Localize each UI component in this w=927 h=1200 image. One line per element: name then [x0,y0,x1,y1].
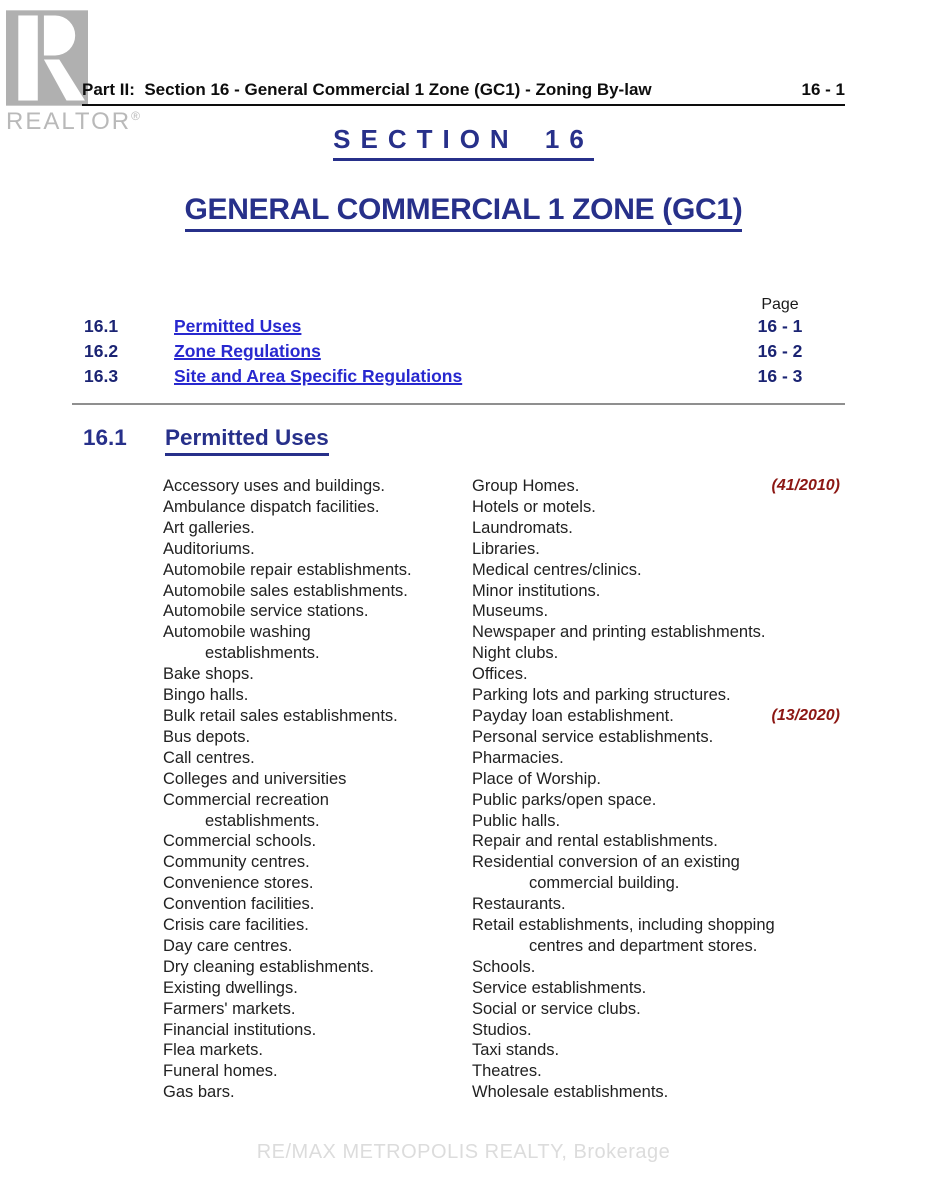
use-item [472,894,845,915]
toc-row [84,341,815,366]
use-item [163,727,472,748]
use-item [163,999,472,1020]
use-item [163,706,472,727]
use-item [163,1061,472,1082]
use-item [163,957,472,978]
toc-section-number: 16.2 [84,341,119,361]
toc-rows [84,316,815,391]
use-item-text: Commercial recreation [163,790,329,809]
use-item-text: Bulk retail sales establishments. [163,706,398,725]
use-item [163,1040,472,1061]
section-title-wrap [0,124,927,161]
use-item-text: Bingo halls. [163,686,249,705]
use-item [472,518,845,539]
use-item-text: Social or service clubs. [472,999,641,1018]
use-item-text: Hotels or motels. [472,497,596,516]
toc-row [84,366,815,391]
use-item [163,978,472,999]
use-item-text: establishments. [205,644,320,663]
use-item [472,685,845,706]
amendment-ref: (41/2010) [771,477,840,494]
use-item [472,811,845,832]
use-item [472,1020,845,1041]
use-item-text: Gas bars. [163,1083,235,1102]
use-item-text: Call centres. [163,748,255,767]
use-item [472,581,845,602]
use-item-text: Funeral homes. [163,1062,278,1081]
permitted-uses-right-column [472,476,845,1103]
use-item-text: Repair and rental establishments. [472,832,718,851]
toc-page-number: 16 - 1 [757,316,803,336]
use-item [472,601,845,622]
use-item [163,1020,472,1041]
use-item [472,664,845,685]
use-item-text: Schools. [472,957,536,976]
use-item [163,497,472,518]
use-item [472,727,845,748]
use-item [163,831,472,852]
use-item-text: Payday loan establishment. [472,706,674,725]
use-item [472,1082,845,1103]
use-item [472,978,845,999]
use-item [163,622,472,643]
use-item-text: Restaurants. [472,895,566,914]
use-item-text: Wholesale establishments. [472,1083,669,1102]
use-item [163,664,472,685]
realtor-wordmark: REALTOR® [6,108,142,135]
use-item-text: Bus depots. [163,727,251,746]
use-item [472,1061,845,1082]
use-item [163,811,472,832]
use-item-text: Medical centres/clinics. [472,560,642,579]
use-item-text: Libraries. [472,539,540,558]
use-item [163,894,472,915]
use-item [472,999,845,1020]
use-item [163,581,472,602]
use-item-text: Automobile washing [163,623,311,642]
use-item-text: Newspaper and printing establishments. [472,623,766,642]
toc-section-number: 16.3 [84,366,119,386]
use-item-text: Group Homes. [472,477,580,495]
use-item [163,936,472,957]
use-item [472,957,845,978]
use-item-text: Personal service establishments. [472,727,714,746]
header-title: Part II: Section 16 - General Commercial 1 Zone (GC1) - Zoning By-law [82,80,652,99]
use-item [163,748,472,769]
toc-link[interactable]: Site and Area Specific Regulations [174,366,463,386]
table-of-contents [84,296,815,391]
realtor-logo [6,10,142,136]
use-item [163,518,472,539]
use-item [472,769,845,790]
divider-rule [72,403,845,405]
use-item [163,769,472,790]
use-item-text: Day care centres. [163,936,293,955]
toc-page-label: Page [761,296,799,313]
use-item-text: Crisis care facilities. [163,916,309,935]
registered-trademark-symbol: ® [131,109,142,123]
use-item [472,497,845,518]
use-item-text: Farmers' markets. [163,999,296,1018]
use-item-text: Laundromats. [472,518,573,537]
use-item-text: Auditoriums. [163,539,255,558]
use-item-text: commercial building. [529,874,680,893]
use-item [472,476,845,497]
use-item-text: Convention facilities. [163,895,315,914]
use-item [163,476,472,497]
use-item-text: Minor institutions. [472,581,601,600]
use-item [163,601,472,622]
section-16-1-heading [83,425,329,456]
use-item-text: Pharmacies. [472,748,564,767]
use-item-text: Dry cleaning establishments. [163,957,374,976]
header-page-number: 16 - 1 [801,80,845,99]
use-item-text: Colleges and universities [163,769,347,788]
use-item-text: Place of Worship. [472,769,602,788]
zone-title: GENERAL COMMERCIAL 1 ZONE (GC1) [185,193,743,232]
use-item-text: Convenience stores. [163,874,314,893]
use-item [472,539,845,560]
use-item [163,915,472,936]
use-item-text: centres and department stores. [529,936,758,955]
use-item [472,1040,845,1061]
section-title: SECTION 16 [333,124,594,161]
footer-watermark: RE/MAX METROPOLIS REALTY, Brokerage [256,1141,671,1163]
use-item [163,685,472,706]
use-item-text: Automobile service stations. [163,602,369,621]
toc-page-number: 16 - 2 [757,341,803,361]
use-item-text: Art galleries. [163,518,255,537]
use-item [163,539,472,560]
use-item-text: Financial institutions. [163,1020,317,1039]
use-item [163,873,472,894]
toc-link[interactable]: Permitted Uses [174,316,302,336]
section-heading-title: Permitted Uses [165,425,329,456]
use-item [472,852,845,873]
use-item [472,706,845,727]
use-item [472,643,845,664]
use-item-text: Theatres. [472,1062,542,1081]
use-item-text: Existing dwellings. [163,978,298,997]
use-item-text: Studios. [472,1020,532,1039]
use-item-text: establishments. [205,811,320,830]
use-item [163,852,472,873]
use-item-text: Public halls. [472,811,561,830]
use-item [472,560,845,581]
use-item-text: Night clubs. [472,644,559,663]
use-item-text: Service establishments. [472,978,647,997]
zone-title-wrap [0,193,927,232]
use-item [472,936,845,957]
use-item-text: Ambulance dispatch facilities. [163,497,380,516]
page-header [82,80,845,106]
toc-link[interactable]: Zone Regulations [174,341,321,361]
toc-page-number: 16 - 3 [757,366,803,386]
use-item-text: Residential conversion of an existing [472,853,740,872]
use-item-text: Retail establishments, including shopping [472,916,775,935]
use-item-text: Offices. [472,665,528,684]
toc-row [84,316,815,341]
use-item-text: Parking lots and parking structures. [472,686,731,705]
permitted-uses-left-column [163,476,472,1103]
use-item [472,748,845,769]
use-item [472,622,845,643]
section-number: 16.1 [83,425,127,450]
use-item-text: Automobile repair establishments. [163,560,412,579]
permitted-uses-list [163,476,845,1103]
use-item-text: Community centres. [163,853,310,872]
use-item [163,1082,472,1103]
use-item-text: Flea markets. [163,1041,263,1060]
toc-section-number: 16.1 [84,316,119,336]
use-item-text: Automobile sales establishments. [163,581,408,600]
amendment-ref: (13/2020) [771,706,840,724]
use-item [163,790,472,811]
use-item-text: Taxi stands. [472,1041,560,1060]
use-item [472,790,845,811]
use-item [472,873,845,894]
use-item-text: Museums. [472,602,549,621]
use-item-text: Bake shops. [163,665,254,684]
use-item-text: Accessory uses and buildings. [163,477,385,495]
use-item [472,915,845,936]
use-item-text: Commercial schools. [163,832,317,851]
use-item [163,643,472,664]
use-item [472,831,845,852]
use-item [163,560,472,581]
use-item-text: Public parks/open space. [472,790,657,809]
